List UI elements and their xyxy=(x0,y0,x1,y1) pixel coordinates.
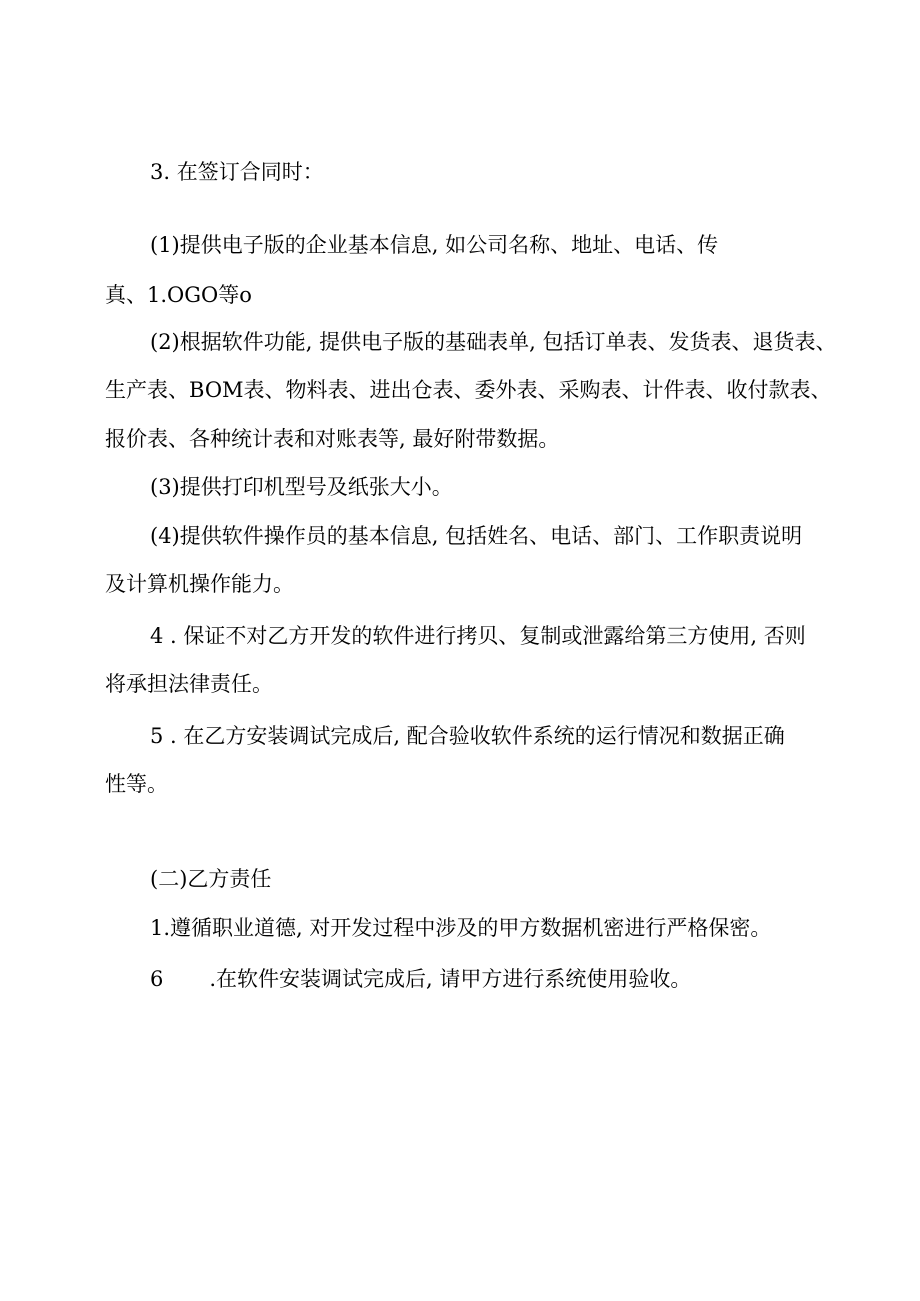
item3-1-line1: (1)提供电子版的企业基本信息, 如公司名称、地址、电话、传 xyxy=(150,233,719,257)
item4-line1: 4 . 保证不对乙方开发的软件进行拷贝、复制或泄露给第三方使用, 否则 xyxy=(150,624,806,648)
item3-2-line3: 报价表、各种统计表和对账表等, 最好附带数据。 xyxy=(105,427,560,451)
item3-2-line2: 生产表、BOM表、物料表、进出仓表、委外表、采购表、计件表、收付款表、 xyxy=(105,378,832,402)
item3-3-line1: (3)提供打印机型号及纸张大小。 xyxy=(150,475,453,499)
item3-1-line2: 真、1.OGO等o xyxy=(105,283,252,307)
item3-4-line2: 及计算机操作能力。 xyxy=(105,572,294,596)
party-b-item6 xyxy=(150,964,691,994)
item3-heading: 3. 在签订合同时： xyxy=(150,160,324,184)
item3-2-line1: (2)根据软件功能, 提供电子版的基础表单, 包括订单表、发货表、退货表、 xyxy=(150,330,837,354)
party-b-item6-number: 6 xyxy=(150,967,164,991)
item4-line2: 将承担法律责任。 xyxy=(105,672,273,696)
item3-4-line1: (4)提供软件操作员的基本信息, 包括姓名、电话、部门、工作职责说明 xyxy=(150,524,803,548)
item5-line1: 5 . 在乙方安装调试完成后, 配合验收软件系统的运行情况和数据正确 xyxy=(150,724,785,748)
item5-line2: 性等。 xyxy=(105,772,168,796)
party-b-item1: 1.遵循职业道德, 对开发过程中涉及的甲方数据机密进行严格保密。 xyxy=(150,916,772,940)
party-b-heading: (二)乙方责任 xyxy=(150,867,272,891)
party-b-item6-text: .在软件安装调试完成后, 请甲方进行系统使用验收。 xyxy=(209,967,692,991)
